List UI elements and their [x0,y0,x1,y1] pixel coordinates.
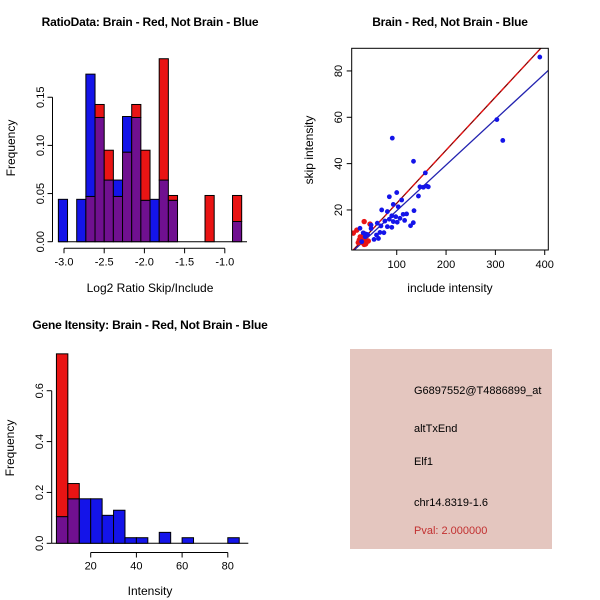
svg-text:0.05: 0.05 [34,182,47,205]
ratio-histogram-ylabel: Frequency [4,119,18,177]
svg-text:400: 400 [535,259,554,271]
svg-text:0.4: 0.4 [33,433,46,450]
scatter-ylabel: skip intensity [302,115,316,185]
svg-text:20: 20 [84,560,97,573]
svg-text:0.00: 0.00 [34,230,47,253]
svg-text:300: 300 [486,259,505,271]
ratio-histogram-xlabel: Log2 Ratio Skip/Include [86,281,214,295]
svg-text:0.10: 0.10 [34,134,47,157]
ratio-histogram-plot [0,0,300,300]
svg-text:200: 200 [436,259,456,271]
panel-info [300,300,600,600]
event-type-text: altTxEnd [414,423,458,435]
svg-text:-2.5: -2.5 [94,256,114,269]
gene-histogram-title: Gene Itensity: Brain - Red, Not Brain - Blue [32,318,268,332]
panel-gene-intensity-histogram [0,300,300,600]
scatter-xlabel: include intensity [407,281,493,295]
gene-intensity-histogram-plot [0,300,300,600]
svg-text:-1.0: -1.0 [215,256,235,269]
gene-name-text: Elf1 [414,456,433,468]
svg-text:40: 40 [130,560,143,573]
svg-text:-1.5: -1.5 [175,256,195,269]
svg-text:-3.0: -3.0 [54,256,74,269]
locus-text: chr14.8319-1.6 [414,497,488,509]
ratio-histogram-title: RatioData: Brain - Red, Not Brain - Blue [41,15,259,29]
gene-histogram-xlabel: Intensity [127,584,173,598]
svg-text:0.6: 0.6 [33,383,46,399]
svg-text:100: 100 [387,259,406,271]
gene-histogram-ylabel: Frequency [3,419,17,477]
info-box [350,349,552,549]
pval-text: Pval: 2.000000 [414,525,488,537]
panel-intensity-scatter [300,0,600,300]
panel-ratio-histogram [0,0,300,300]
svg-text:60: 60 [332,111,345,124]
svg-text:40: 40 [332,157,345,170]
intensity-scatter-plot [300,0,600,300]
scatter-title: Brain - Red, Not Brain - Blue [372,15,528,29]
probe-id-text: G6897552@T4886899_at [414,385,542,397]
svg-text:0.2: 0.2 [33,484,46,501]
svg-text:80: 80 [332,64,345,78]
svg-text:-2.0: -2.0 [134,256,154,269]
svg-text:0.15: 0.15 [34,86,47,108]
svg-text:60: 60 [175,560,189,573]
svg-text:20: 20 [332,203,345,217]
svg-text:0.0: 0.0 [33,535,46,551]
svg-text:80: 80 [221,560,234,573]
